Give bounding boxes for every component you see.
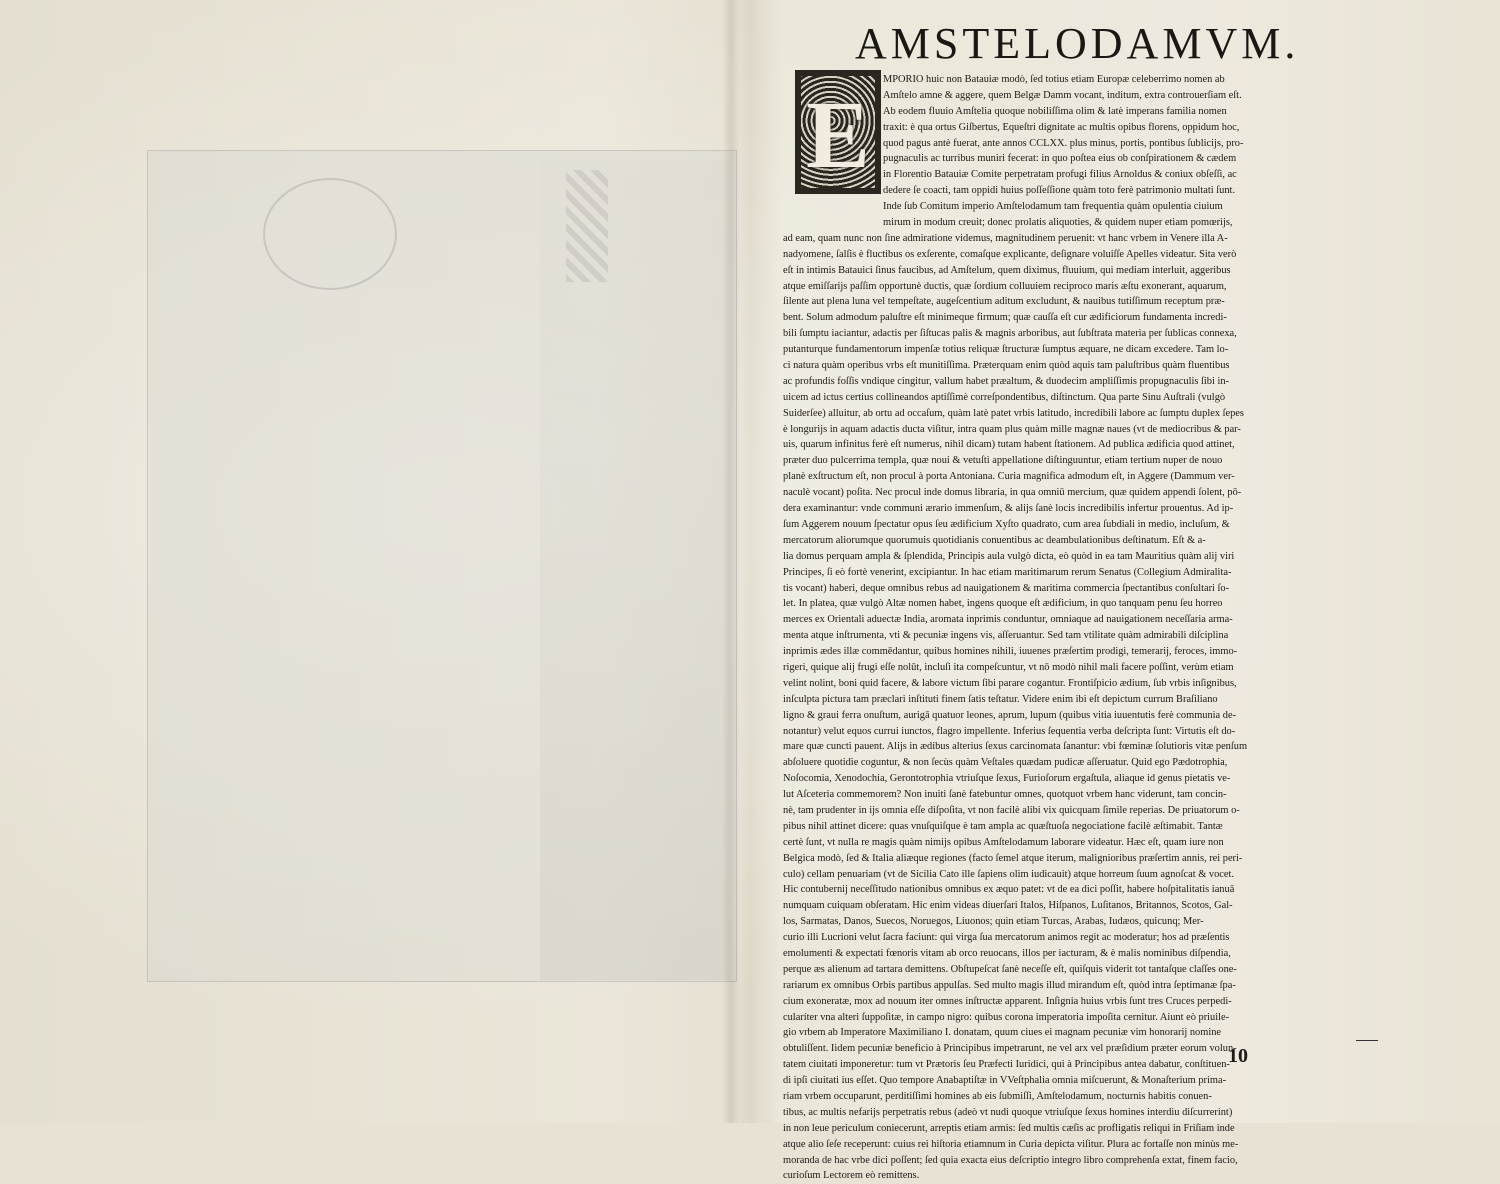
text-line: cularíter vna alteri ſuppoſitæ, in campo nigro: quibus corona imperatoria impoſita cernitur. Aiunt eò priuile- [783,1011,1230,1023]
text-line: è longurijs in aquam adactis ducta viſitur, intra quam plus quàm mille magnæ naues (vt de mediocribus & par- [783,423,1241,435]
text-line: certè ſunt, vt nulla re magis quàm nimijs opibus Amſtelodamum laborare videatur. Hæc eſt, quam iure non [783,836,1224,848]
text-line: inſculpta pictura tam præclari inſtituti finem ſatis teſtatur. Videre enim ibi eſt depictum currum Braſiliano [783,693,1218,705]
text-line: ſum Aggerem nouum ſpectatur opus ſeu ædificium Xyſto quadrato, cum area ſubdiali in medio, incluſum, & [783,518,1230,530]
text-line: mare quæ cuncti pauent. Alijs in ædibus alterius ſexus carcinomata ſanantur: vbi fœminæ ſolutioris vitæ penſum [783,741,1248,753]
show-through-cartouche [263,178,397,290]
text-line: abſoluere quotidie coguntur, & non ſecùs quàm Veſtales quædam pudicæ aſſeruatur. Quid ego Pædotrophia, [783,757,1228,769]
text-line: emolumenti & expectati fœnoris vitam ab orco reuocans, illos per iacturam, & è malis nominibus diſpendia, [783,947,1231,959]
text-line: traxit: è qua ortus Giſbertus, Equeſtri dignitate ac multis opibus florens, oppidum hoc, [883,121,1240,133]
text-line: uis, quarum infinitus ferè eſt numerus, nihil dicam) tutam habent ſtationem. Ad publica ædificia quod attinet, [783,439,1235,451]
main-lines [783,231,1380,1184]
text-line: dedere ſe coacti, tam oppidi huius poſſeſſione quàm toto ferè patrimonio multati ſunt. [883,185,1236,197]
text-line: let. In platea, quæ vulgò Altæ nomen habet, ingens quoque eſt ædificium, in quo tanquam penu ſeu horreo [783,598,1223,610]
text-line: curioſum Lectorem eò remittens. [783,1170,920,1182]
text-line: tatem ciuitati imponeretur: tum vt Prætoris ſeu Præfecti Iuridici, qui à Principibus antea dabatur, conſtituen- [783,1059,1230,1071]
text-line: gio vrbem ab Imperatore Maximiliano I. donatam, quum ciues ei magnam pecuniæ vim honorarij nomine [783,1027,1222,1039]
page-title: AMSTELODAMVM. [855,19,1300,68]
center-fold [722,0,740,1123]
text-line: MPORIO huic non Batauiæ modò, ſed totius etiam Europæ celeberrimo nomen ab [883,74,1225,85]
text-line: ligno & graui ferra onuſtum, aurigā quatuor leones, aprum, lupum (quibus vitia iuuentutis ferè communia de- [783,709,1237,721]
text-line: perque æs alienum ad tartara demittens. Obſtupeſcat ſanè neceſſe eſt, quiſquis viderit tot tantaſque claſſes one- [783,963,1237,975]
text-line: bent. Solum admodum paluſtre eſt minimeque firmum; quæ cauſſa eſt cur ædificiorum fundamenta incredi- [783,312,1227,324]
text-line: Noſocomia, Xenodochia, Gerontotrophia vtriuſque ſexus, Furioſorum ergaſtula, aliaque id genus pietatis ve- [783,773,1231,785]
text-line: ac profundis foſſis vndique cingitur, vallum habet præaltum, & duodecim ampliſſimis propugnaculis ſibi in- [783,375,1230,387]
text-line: velint nolint, boni quid facere, & labore victum ſibi parare cogantur. Frontiſpicio ædium, ſub vrbis inſignibus, [783,677,1237,689]
text-line: mercatorum aliorumque quorumuis quotidianis conuentibus ac deambulationibus deſtinatum. Eſt & a- [783,534,1206,546]
text-line: in non leue periculum coniecerunt, arreptis etiam armis: ſed multis cæſis ac profligatis reliqui in Friſiam inde [783,1122,1235,1134]
text-line: menta atque inſtrumenta, vti & pecuniæ ingens vis, aſſeruantur. Sed tam vtilitate quàm admirabili diſciplina [783,630,1229,642]
text-line: putanturque fundamentorum impenſæ totius reliquæ ſtructuræ ſumptus æquare, ne dicam excedere. Tam lo- [783,344,1229,356]
show-through-map-frame [147,150,737,982]
text-line: atque alio ſeſe receperunt: cuius rei hiſtoria etiamnum in Curia depicta viſitur. Plura ac fortaſſe non minùs me- [783,1138,1239,1150]
text-line: merces ex Orientali aduectæ India, aromata inprimis conduntur, omniaque ad nauigationem neceſſaria arma- [783,614,1233,626]
text-line: in Florentio Batauiæ Comite perpetratam profugi filius Arnoldus & coniux obſeſſi, ac [883,169,1237,181]
text-line: ſilente aut plena luna vel tempeſtate, augeſcentium aditum excludunt, & nauibus tutiſſimum receptum præ- [783,296,1225,308]
text-line: pugnaculis ac turribus muniri fecerat: in quo poſtea eius ob conſpirationem & cædem [883,153,1237,165]
text-line: obtuliſſent. Iidem pecuniæ beneficio à Principibus impetrarunt, ne vel arx vel præſidium præter eorum volun- [783,1043,1237,1055]
text-line: rigeri, quique alij frugi eſſe nolūt, incluſi ita compeſcuntur, vt nō modò nihil mali facere poſſint, verùm etiam [783,661,1234,673]
text-line: Ab eodem fluuio Amſtelia quoque nobiliſſima olim & latè imperans familia nomen [883,105,1227,117]
text-line: Hic contubernij neceſſitudo nationibus omnibus ex æquo patet: vt de ea dici poſſit, habere hoſpitalitatis ianuā [783,884,1235,896]
text-line: dera examinantur: vnde communi ærario immenſum, & alijs ſanè locis incredibilis infertur prouentus. Ad ip- [783,503,1234,515]
text-line: riam vrbem occuparunt, perditiſſimi homines ab eis ſubmiſſi, Amſtelodamum, nocturnis habitis conuen- [783,1091,1212,1102]
initial-letter: E [805,81,871,188]
text-line: numquam cuiquam obſeratam. Hic enim videas diuerſari Italos, Hiſpanos, Luſitanos, Britannos, Scotos, Gal- [783,900,1233,912]
text-line: atque emiſſarijs paſſim opportunè ductis, quæ ſordium colluuiem reciproco maris æſtu exonerant, aquarum, [783,280,1227,292]
text-line: ci natura quàm operibus vrbs eſt munitiſſima. Præterquam enim quòd aquis tam paluſtribus quàm fluentibus [783,360,1230,372]
text-line: præter duo pulcerrima templa, quæ noui & vetuſti appellatione diſtinguuntur, etiam tertium nuper de nouo [783,455,1223,467]
text-line: culo) cellam penuariam (vt de Sicilia Cato ille ſapiens olim iudicauit) atque horreum ſuum agnoſcat & vocet. [783,868,1234,880]
text-line: nadyomene, ſalſis è fluctibus os exſerente, comaſque explicante, deſignare voluiſſe Apelles videatur. Sita verò [783,248,1237,260]
text-line: eſt in intimis Batauici ſinus faucibus, ad Amſtelum, quem diximus, fluuium, qui mediam interluit, aggeribus [783,264,1231,276]
text-line: pibus nihil attinet dicere: quas vnuſquiſque è tam ampla ac quæſtuoſa negociatione facilè æſtimabit. Tantæ [783,820,1223,832]
text-line: quod pagus antè fuerat, ante annos CCLXX. plus minus, portis, pontibus ſublicijs, pro- [883,137,1244,149]
text-line: di ipſi ciuitati ius eſſet. Quo tempore Anabaptiſtæ in VVeſtphalia omnia miſcuerunt, & Monaſterium prima- [783,1075,1227,1087]
text-line: Amſtelo amne & aggere, quem Belgæ Damm vocant, inditum, extra controuerſiam eſt. [883,89,1242,101]
text-line: cium exoneratæ, mox ad nouum iter omnes inſtructæ apparent. Inſignia huius vrbis ſunt tres Cruces perpedi- [783,995,1232,1007]
text-line: lut Aſceteria commemorem? Non inuiti ſanè fatebuntur omnes, quotquot vrbem hanc viderunt, tam concin- [783,789,1227,801]
text-line: moranda de hac vrbe dici poſſent; ſed quia exacta eius deſcriptio integro libro comprehenſa extat, finem facio, [783,1154,1238,1166]
show-through-arms-panel [566,170,608,282]
page-number: 10 [1228,1045,1248,1067]
text-line: Principes, ſi eò fortè venerint, excipiantur. In hac etiam maritimarum rerum Senatus (Collegium Admiralita- [783,566,1232,578]
text-line: uicem ad ictus certius collineandos aptiſſimè correſpondentibus, diſtinctum. Qua parte Sinu Auſtrali (vulgò [783,391,1226,403]
text-line: los, Sarmatas, Danos, Suecos, Noruegos, Liuonos; quin etiam Turcas, Arabas, Iudæos, quicunq; Mer- [783,916,1204,928]
text-line: Suiderſee) alluitur, ab ortu ad occaſum, quàm latè patet vrbis latitudo, incredibili labore ac ſumptu duplex ſepes [783,407,1244,419]
text-line: notantur) velut equos currui iunctos, flagro impellente. Inferius ſequentia verba deſcripta ſunt: Virtutis eſt do- [783,725,1236,737]
text-line: rariarum ex omnibus Orbis partibus appulſas. Sed multo magis illud mirandum eſt, quòd intra ſeptimanæ ſpa- [783,979,1236,991]
text-line: curio illi Lucrioni velut ſacra faciunt: qui virga ſua mercatorum animos regit ac moderatur; hos ad præſentis [783,932,1230,944]
text-line: ad eam, quam nunc non ſine admiratione videmus, magnitudinem peruenit: vt hanc vrbem in Venere illa A- [783,232,1228,244]
text-line: naculè vocant) poſita. Nec procul inde domus libraria, in qua omniū mercium, quæ quidem appendi ſolent, pō- [783,487,1242,499]
text-line: tis vocant) haberi, deque omnibus rebus ad nauigationem & maritima commercia ſpectantibus conſultari ſo- [783,582,1230,594]
text-line: tibus, ac multis nefarijs perpetratis rebus (adeò vt nudi quoque vtriuſque ſexus homines interdiu diſcurrerint) [783,1106,1233,1118]
catchword-rule [1356,1040,1378,1041]
indented-lines [783,72,1380,231]
body-text [783,72,1380,1184]
text-line: nè, tam prudenter in ijs omnia eſſe diſpoſita, vt non facilè alibi vix quicquam ſimile reperias. De priuatorum o- [783,804,1240,816]
text-line: mirum in modum creuit; donec prolatis aliquoties, & quidem nuper etiam pomœrijs, [883,217,1233,229]
text-line: inprimis ædes illæ commēdantur, quibus homines nihili, iuuenes præſertim prodigi, temerarij, feroces, immo- [783,646,1238,658]
text-line: planè exſtructum eſt, non procul à porta Antoniana. Curia magnifica admodum eſt, in Aggere (Dammum ver- [783,471,1235,483]
text-line: Inde ſub Comitum imperio Amſtelodamum tam frequentia quàm opulentia ciuium [883,201,1223,213]
text-line: lia domus perquam ampla & ſplendida, Principis aula vulgò dicta, eò quòd in ea tam Mauritius quàm alij viri [783,550,1235,562]
text-line: bili ſumptu iaciantur, adactis per ſiſtucas palis & magnis arboribus, aut ſubſtrata materia per ſublicas connexa, [783,328,1237,340]
text-line: Belgica modò, ſed & Italia aliæque regiones (facto ſemel atque iterum, malignioribus præſertim annis, rei peri- [783,852,1243,864]
